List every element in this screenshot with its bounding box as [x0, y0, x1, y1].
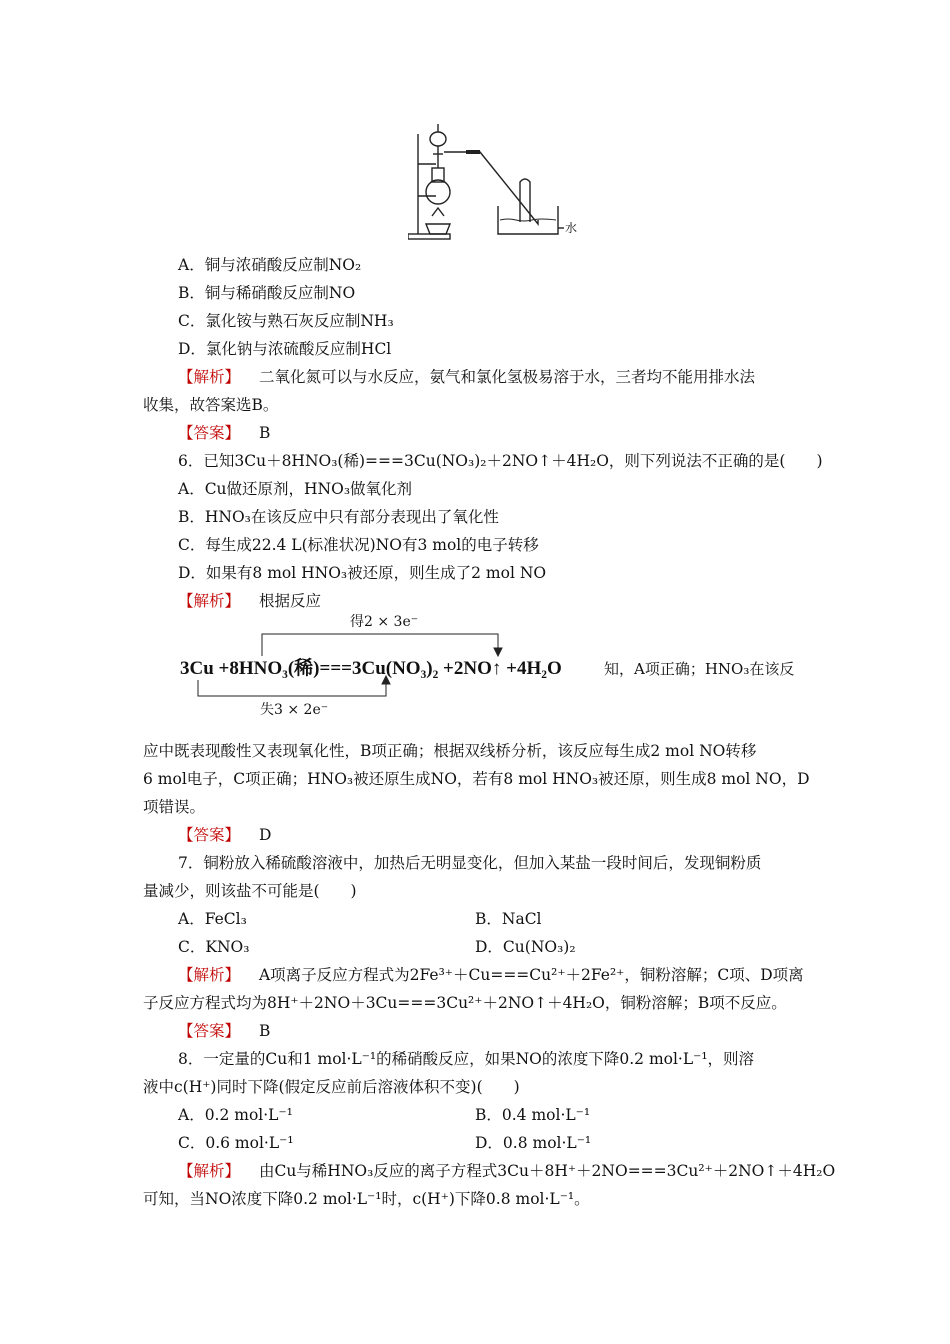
analysis-tag: 【解析】	[178, 592, 241, 610]
q5-option-c: C．氯化铵与熟石灰反应制NH₃	[178, 312, 394, 330]
q8-option-a: A．0.2 mol·L⁻¹	[178, 1106, 293, 1124]
q8-analysis-line1: 由Cu与稀HNO₃反应的离子方程式3Cu＋8H⁺＋2NO===3Cu²⁺＋2NO↑＋4H₂O	[258, 1162, 836, 1180]
q8-stem-line2: 液中c(H⁺)同时下降(假定反应前后溶液体积不变)( )	[143, 1078, 520, 1096]
q5-answer: B	[258, 424, 271, 442]
analysis-tag: 【解析】	[178, 966, 241, 984]
redox-equation: 3Cu +8HNO₃(稀)===3Cu(NO₃)₂ +2NO↑ +4H₂O	[180, 658, 562, 679]
q6-option-d: D．如果有8 mol HNO₃被还原，则生成了2 mol NO	[178, 564, 547, 582]
redox-equation-figure	[180, 608, 820, 718]
electron-lose-label: 失3 × 2e⁻	[260, 702, 329, 718]
analysis-tag: 【解析】	[178, 368, 241, 386]
answer-tag: 【答案】	[178, 1022, 241, 1040]
gas-generation-apparatus-figure	[408, 124, 588, 244]
q6-option-c: C．每生成22.4 L(标准状况)NO有3 mol的电子转移	[178, 536, 539, 554]
q8-stem-line1: 8．一定量的Cu和1 mol·L⁻¹的稀硝酸反应，如果NO的浓度下降0.2 mol·L⁻¹，则溶	[178, 1050, 755, 1068]
q7-analysis-line2: 子反应方程式均为8H⁺＋2NO＋3Cu===3Cu²⁺＋2NO↑＋4H₂O，铜粉溶解；B项不反应。	[143, 994, 787, 1012]
analysis-tag: 【解析】	[178, 1162, 241, 1180]
q5-analysis-line2: 收集，故答案选B。	[143, 396, 279, 414]
q6-analysis-line3: 项错误。	[143, 798, 206, 816]
q6-option-b: B．HNO₃在该反应中只有部分表现出了氧化性	[178, 508, 499, 526]
q8-option-c: C．0.6 mol·L⁻¹	[178, 1134, 294, 1152]
q5-analysis-line1: 二氧化氮可以与水反应，氨气和氯化氢极易溶于水，三者均不能用排水法	[258, 368, 755, 386]
q6-analysis-line1: 应中既表现酸性又表现氧化性，B项正确；根据双线桥分析，该反应每生成2 mol NO转移	[143, 742, 757, 760]
q7-option-b: B．NaCl	[475, 910, 542, 928]
q7-analysis-line1: A项离子反应方程式为2Fe³⁺＋Cu===Cu²⁺＋2Fe²⁺，铜粉溶解；C项、D项离	[258, 966, 804, 984]
answer-tag: 【答案】	[178, 424, 241, 442]
q6-analysis-intro: 根据反应	[258, 592, 321, 610]
q7-stem-line2: 量减少，则该盐不可能是( )	[143, 882, 357, 900]
q7-option-a: A．FeCl₃	[178, 910, 247, 928]
q7-stem-line1: 7．铜粉放入稀硫酸溶液中，加热后无明显变化，但加入某盐一段时间后，发现铜粉质	[178, 854, 762, 872]
q8-option-d: D．0.8 mol·L⁻¹	[475, 1134, 592, 1152]
q7-option-c: C．KNO₃	[178, 938, 250, 956]
q7-answer: B	[258, 1022, 271, 1040]
q6-option-a: A．Cu做还原剂，HNO₃做氧化剂	[178, 480, 413, 498]
q6-analysis-line2: 6 mol电子，C项正确；HNO₃被还原生成NO，若有8 mol HNO₃被还原，则生成8 mol NO，D	[143, 770, 810, 788]
equation-trailing-text: 知，A项正确；HNO₃在该反	[604, 660, 795, 678]
q8-option-b: B．0.4 mol·L⁻¹	[475, 1106, 591, 1124]
q8-analysis-line2: 可知，当NO浓度下降0.2 mol·L⁻¹时，c(H⁺)下降0.8 mol·L⁻¹。	[143, 1190, 590, 1208]
q5-option-d: D．氯化钠与浓硫酸反应制HCl	[178, 340, 392, 358]
q5-option-a: A．铜与浓硝酸反应制NO₂	[178, 256, 362, 274]
electron-gain-label: 得2 × 3e⁻	[350, 614, 419, 630]
q5-option-b: B．铜与稀硝酸反应制NO	[178, 284, 356, 302]
answer-tag: 【答案】	[178, 826, 241, 844]
q6-stem: 6．已知3Cu＋8HNO₃(稀)===3Cu(NO₃)₂＋2NO↑＋4H₂O，则下列说法不正确的是( )	[178, 452, 823, 470]
q7-option-d: D．Cu(NO₃)₂	[475, 938, 576, 956]
q6-answer: D	[258, 826, 272, 844]
water-label: 水	[565, 221, 578, 235]
